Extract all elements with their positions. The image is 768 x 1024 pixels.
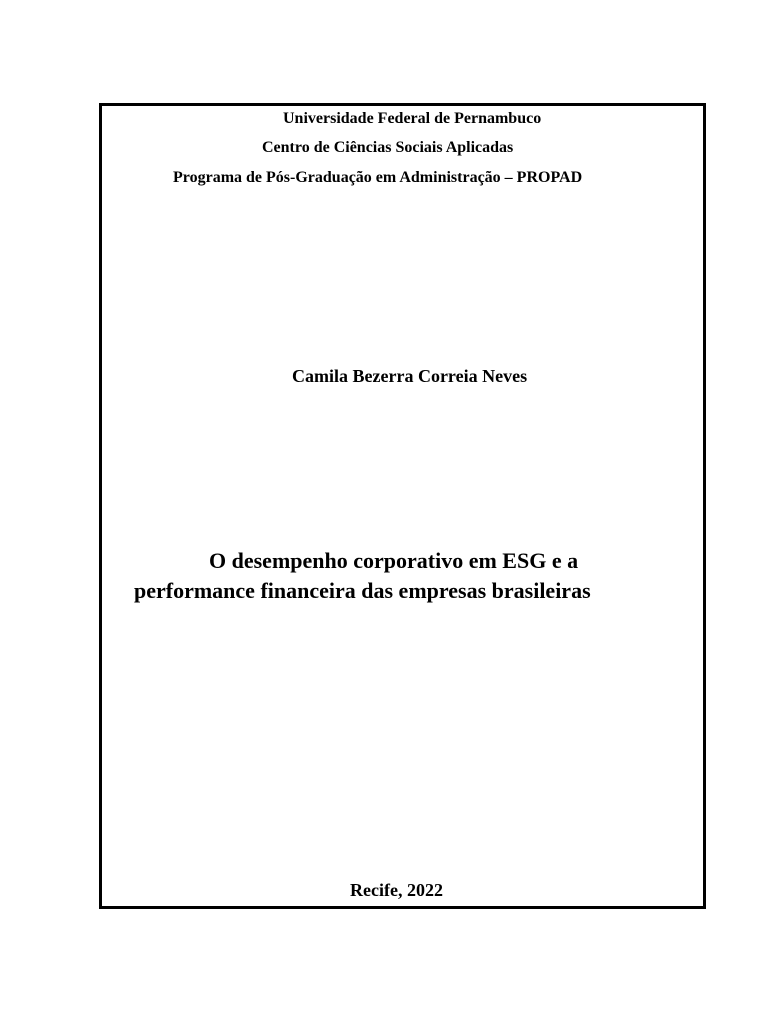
program-name: Programa de Pós-Graduação em Administração – PROPAD (173, 169, 583, 186)
author-name: Camila Bezerra Correia Neves (292, 366, 528, 386)
title-line-1: O desempenho corporativo em ESG e a (209, 548, 579, 573)
university-name: Universidade Federal de Pernambuco (283, 110, 542, 127)
place-date: Recife, 2022 (350, 880, 443, 900)
cover-page-frame (99, 103, 706, 909)
center-name: Centro de Ciências Sociais Aplicadas (262, 139, 514, 156)
title-line-2: performance financeira das empresas brasileiras (134, 578, 591, 603)
